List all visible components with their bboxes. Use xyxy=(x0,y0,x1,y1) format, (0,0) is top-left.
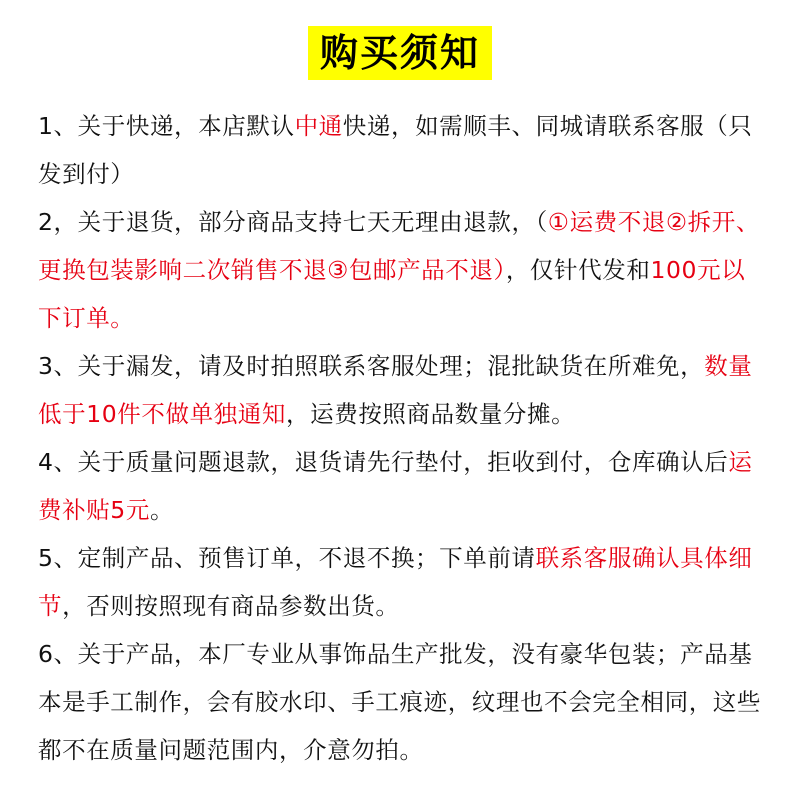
notice-item-text: 4、关于质量问题退款，退货请先行垫付，拒收到付，仓库确认后 xyxy=(38,448,729,476)
notice-item-text: ，否则按照现有商品参数出货。 xyxy=(62,592,400,620)
notice-item-text: ，仅针代发和 xyxy=(505,256,651,284)
notice-item-highlight: 数量低于10件不做单独通知 xyxy=(38,352,753,428)
page-title: 购买须知 xyxy=(308,26,492,80)
notice-item-text: ，运费按照商品数量分摊。 xyxy=(286,400,576,428)
notice-item-delivery xyxy=(38,102,768,198)
notice-item-highlight: 100元以下订单。 xyxy=(38,256,746,332)
notice-item-highlight: 联系客服确认具体细节 xyxy=(38,544,753,620)
notice-item-text: 6、关于产品，本厂专业从事饰品生产批发，没有豪华包装；产品基本是手工制作，会有胶水印、手工痕迹，纹理也不会完全相同，这些都不在质量问题范围内，介意勿拍。 xyxy=(38,640,761,764)
notice-list xyxy=(38,102,768,774)
title-banner xyxy=(0,26,800,80)
notice-item-highlight: 运费补贴5元 xyxy=(38,448,753,524)
notice-item-custom-orders xyxy=(38,534,768,630)
notice-item-product xyxy=(38,630,768,774)
notice-item-text: 快递，如需顺丰、同城请联系客服（只发到付） xyxy=(38,112,753,188)
notice-item-missing-items xyxy=(38,342,768,438)
notice-item-text: 3、关于漏发，请及时拍照联系客服处理；混批缺货在所难免， xyxy=(38,352,705,380)
notice-item-highlight: ①运费不退②拆开、更换包装影响二次销售不退③包邮产品不退） xyxy=(38,208,760,284)
notice-item-highlight: 中通 xyxy=(294,112,343,140)
notice-item-quality-refund xyxy=(38,438,768,534)
notice-item-text: 5、定制产品、预售订单，不退不换；下单前请 xyxy=(38,544,536,572)
notice-item-text: 。 xyxy=(149,496,175,524)
notice-item-text: 1、关于快递，本店默认 xyxy=(38,112,295,140)
notice-item-text: 2，关于退货，部分商品支持七天无理由退款，（ xyxy=(38,208,548,236)
notice-item-returns xyxy=(38,198,768,342)
